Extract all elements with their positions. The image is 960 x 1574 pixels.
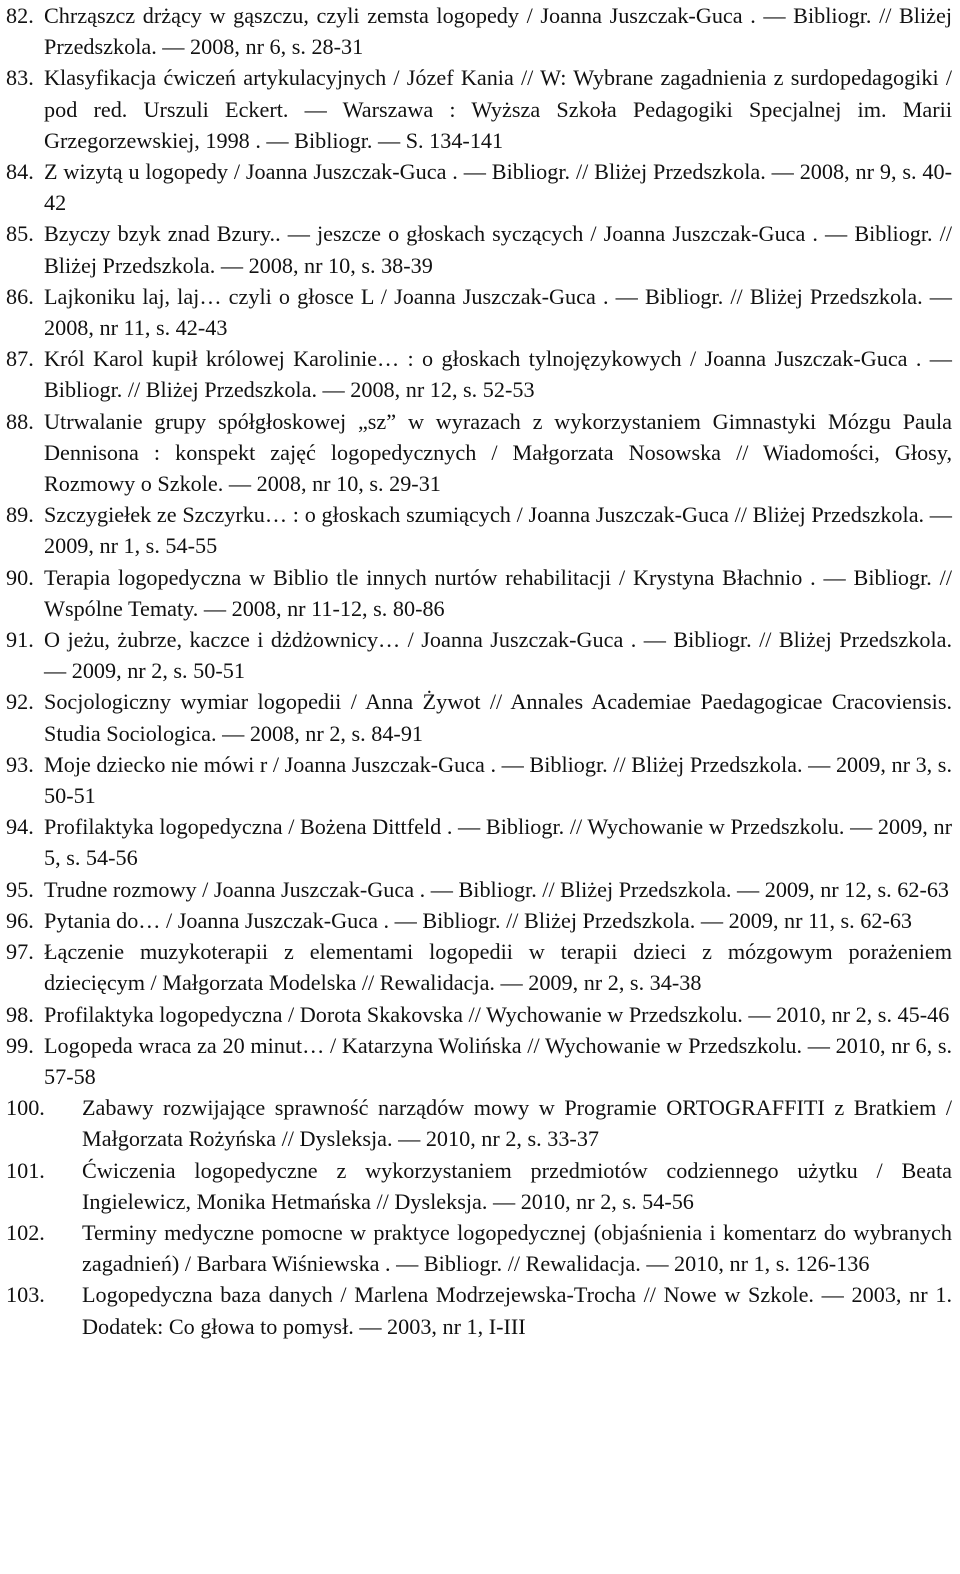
bibliography-entry-101 (6, 1155, 952, 1217)
entry-text: Pytania do… / Joanna Juszczak-Guca . — Bibliogr. // Bliżej Przedszkola. — 2009, nr 11, s. 62-63 (44, 907, 913, 933)
entry-text: Klasyfikacja ćwiczeń artykulacyjnych / Józef Kania // W: Wybrane zagadnienia z surdopedagogiki / pod red. Urszuli Eckert. — Warszawa : Wyższa Szkoła Pedagogiki Specjalnej im. Marii Grzegorzewskiej, 1998 . — Bibliogr. — S. 134-141 (44, 65, 952, 153)
bibliography-entry-88 (6, 406, 952, 500)
entry-text: Profilaktyka logopedyczna / Dorota Skakovska // Wychowanie w Przedszkolu. — 2010, nr 2, s. 45-46 (44, 1001, 950, 1027)
entry-number: 88. (6, 408, 34, 434)
bibliography-entry-90 (6, 562, 952, 624)
bibliography-entry-87 (6, 343, 952, 405)
entry-number: 95. (6, 876, 34, 902)
bibliography-entry-86 (6, 281, 952, 343)
entry-number: 84. (6, 159, 34, 185)
entry-text: Terminy medyczne pomocne w praktyce logopedycznej (objaśnienia i komentarz do wybranych zagadnień) / Barbara Wiśniewska . — Bibliogr. // Rewalidacja. — 2010, nr 1, s. 126-136 (82, 1219, 952, 1277)
entry-number: 86. (6, 283, 34, 309)
entry-number: 98. (6, 1001, 34, 1027)
entry-number: 91. (6, 627, 34, 653)
entry-text: Logopeda wraca za 20 minut… / Katarzyna Wolińska // Wychowanie w Przedszkolu. — 2010, nr 6, s. 57-58 (44, 1032, 952, 1089)
entry-number: 87. (6, 346, 34, 372)
entry-text: Bzyczy bzyk znad Bzury.. — jeszcze o głoskach syczących / Joanna Juszczak-Guca . — Bibliogr. // Bliżej Przedszkola. — 2008, nr 10, s. 38-39 (44, 221, 952, 278)
bibliography-entry-96 (6, 905, 952, 936)
bibliography-entry-103 (6, 1279, 952, 1341)
entry-text: Logopedyczna baza danych / Marlena Modrzejewska-Trocha // Nowe w Szkole. — 2003, nr 1. Dodatek: Co głowa to pomysł. — 2003, nr 1, I-III (82, 1282, 952, 1339)
entry-text: Łączenie muzykoterapii z elementami logopedii w terapii dzieci z mózgowym porażeniem dziecięcym / Małgorzata Modelska // Rewalidacja. — 2009, nr 2, s. 34-38 (44, 939, 952, 996)
bibliography-entry-99 (6, 1030, 952, 1092)
entry-text: O jeżu, żubrze, kaczce i dżdżownicy… / Joanna Juszczak-Guca . — Bibliogr. // Bliżej Przedszkola. — 2009, nr 2, s. 50-51 (44, 627, 952, 684)
entry-text: Zabawy rozwijające sprawność narządów mowy w Programie ORTOGRAFFITI z Bratkiem / Małgorzata Rożyńska // Dysleksja. — 2010, nr 2, s. 33-37 (82, 1095, 952, 1152)
bibliography-entry-92 (6, 686, 952, 748)
entry-text: Chrząszcz drżący w gąszczu, czyli zemsta logopedy / Joanna Juszczak-Guca . — Bibliogr. // Bliżej Przedszkola. — 2008, nr 6, s. 28-31 (44, 3, 952, 60)
entry-number: 90. (6, 564, 34, 590)
bibliography-entry-102 (6, 1217, 952, 1279)
entry-text: Ćwiczenia logopedyczne z wykorzystaniem przedmiotów codziennego użytku / Beata Ingielewicz, Monika Hetmańska // Dysleksja. — 2010, nr 2, s. 54-56 (82, 1157, 952, 1214)
bibliography-entry-94 (6, 811, 952, 873)
entry-number: 85. (6, 221, 34, 247)
entry-number: 82. (6, 3, 34, 28)
entry-number: 100. (6, 1095, 45, 1121)
bibliography-entry-100 (6, 1092, 952, 1154)
entry-text: Z wizytą u logopedy / Joanna Juszczak-Guca . — Bibliogr. // Bliżej Przedszkola. — 2008, nr 9, s. 40-42 (44, 159, 952, 216)
bibliography-entry-83 (6, 62, 952, 156)
entry-number: 83. (6, 65, 34, 91)
entry-number: 93. (6, 751, 34, 777)
entry-number: 94. (6, 814, 34, 840)
bibliography-entry-93 (6, 749, 952, 811)
entry-text: Profilaktyka logopedyczna / Bożena Dittfeld . — Bibliogr. // Wychowanie w Przedszkolu. — 2009, nr 5, s. 54-56 (44, 814, 952, 871)
entry-text: Moje dziecko nie mówi r / Joanna Juszczak-Guca . — Bibliogr. // Bliżej Przedszkola. — 2009, nr 3, s. 50-51 (44, 751, 952, 809)
entry-text: Terapia logopedyczna w Biblio tle innych nurtów rehabilitacji / Krystyna Błachnio . — Bibliogr. // Wspólne Tematy. — 2008, nr 11-12, s. 80-86 (44, 564, 952, 621)
entry-number: 89. (6, 502, 34, 528)
entry-number: 103. (6, 1282, 45, 1308)
entry-number: 92. (6, 689, 34, 715)
entry-number: 97. (6, 939, 34, 965)
entry-text: Socjologiczny wymiar logopedii / Anna Żywot // Annales Academiae Paedagogicae Cracoviensis. Studia Sociologica. — 2008, nr 2, s. 84-91 (44, 689, 952, 746)
bibliography-entry-82 (6, 0, 952, 62)
bibliography-entry-85 (6, 218, 952, 280)
bibliography-entry-89 (6, 499, 952, 561)
entry-text: Szczygiełek ze Szczyrku… : o głoskach szumiących / Joanna Juszczak-Guca // Bliżej Przedszkola. — 2009, nr 1, s. 54-55 (44, 502, 952, 559)
entry-text: Król Karol kupił królowej Karolinie… : o głoskach tylnojęzykowych / Joanna Juszczak-Guca . — Bibliogr. // Bliżej Przedszkola. — 2008, nr 12, s. 52-53 (44, 346, 952, 403)
bibliography-entry-84 (6, 156, 952, 218)
entry-text: Lajkoniku laj, laj… czyli o głosce L / Joanna Juszczak-Guca . — Bibliogr. // Bliżej Przedszkola. — 2008, nr 11, s. 42-43 (44, 283, 952, 341)
bibliography-list (6, 0, 952, 1342)
bibliography-entry-97 (6, 936, 952, 998)
entry-number: 101. (6, 1157, 45, 1183)
entry-text: Trudne rozmowy / Joanna Juszczak-Guca . — Bibliogr. // Bliżej Przedszkola. — 2009, nr 12, s. 62-63 (44, 876, 950, 902)
entry-text: Utrwalanie grupy spółgłoskowej „sz” w wyrazach z wykorzystaniem Gimnastyki Mózgu Paula Dennisona : konspekt zajęć logopedycznych / Małgorzata Nosowska // Wiadomości, Głosy, Rozmowy o Szkole. — 2008, nr 10, s. 29-31 (44, 408, 952, 497)
bibliography-entry-91 (6, 624, 952, 686)
entry-number: 102. (6, 1219, 45, 1245)
entry-number: 99. (6, 1032, 34, 1058)
bibliography-entry-95 (6, 874, 952, 905)
bibliography-entry-98 (6, 999, 952, 1030)
entry-number: 96. (6, 907, 34, 933)
